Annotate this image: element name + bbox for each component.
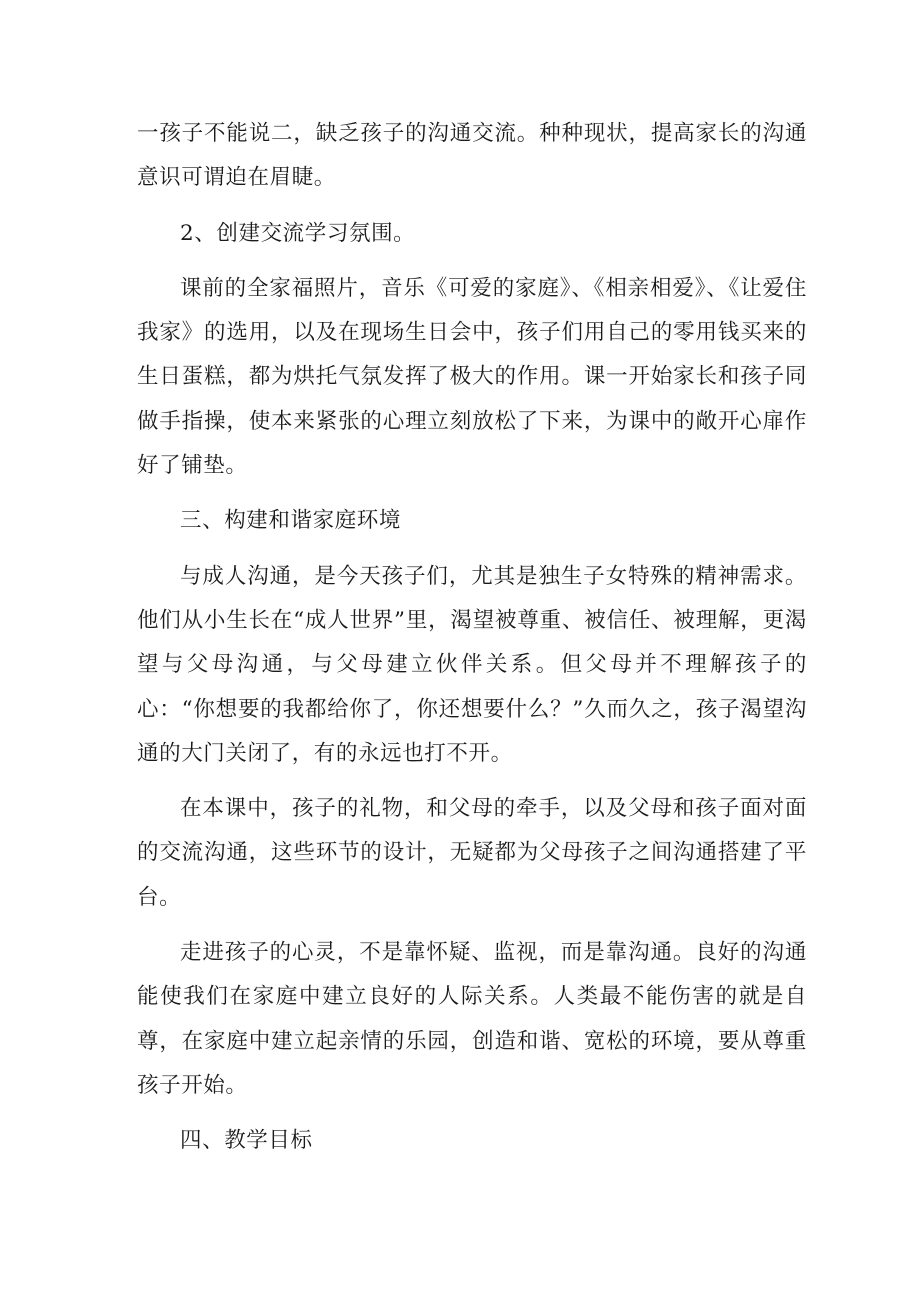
- section-heading-4: 四、教学目标: [180, 1128, 313, 1154]
- section-heading-3: 三、构建和谐家庭环境: [180, 508, 402, 534]
- paragraph-communication-need: 与成人沟通，是今天孩子们，尤其是独生子女特殊的精神需求。他们从小生长在“成人世界”里，渴望被尊重、被信任、被理解，更渴望与父母沟通，与父母建立伙伴关系。但父母并不理解孩子的心：“你想要的我都给你了，你还想要什么？”久而久之，孩子渴望沟通的大门关闭了，有的永远也打不开。: [137, 563, 807, 766]
- paragraph-atmosphere: 课前的全家福照片，音乐《可爱的家庭》、《相亲相爱》、《让爱住我家》的选用，以及在现场生日会中，孩子们用自己的零用钱买来的生日蛋糕，都为烘托气氛发挥了极大的作用。课一开始家长和孩子同做手指操，使本来紧张的心理立刻放松了下来，为课中的敞开心扉作好了铺垫。: [137, 275, 807, 479]
- paragraph-continuation: 一孩子不能说二，缺乏孩子的沟通交流。种种现状，提高家长的沟通意识可谓迫在眉睫。: [137, 121, 807, 191]
- section-heading-2: 2、创建交流学习氛围。: [180, 220, 416, 246]
- document-body: [137, 112, 807, 1175]
- paragraph-respect: 走进孩子的心灵，不是靠怀疑、监视，而是靠沟通。良好的沟通能使我们在家庭中建立良好的人际关系。人类最不能伤害的就是自尊，在家庭中建立起亲情的乐园，创造和谐、宽松的环境，要从尊重孩子开始。: [137, 940, 807, 1098]
- paragraph-lesson-design: 在本课中，孩子的礼物，和父母的牵手，以及父母和孩子面对面的交流沟通，这些环节的设计，无疑都为父母孩子之间沟通搭建了平台。: [137, 796, 807, 910]
